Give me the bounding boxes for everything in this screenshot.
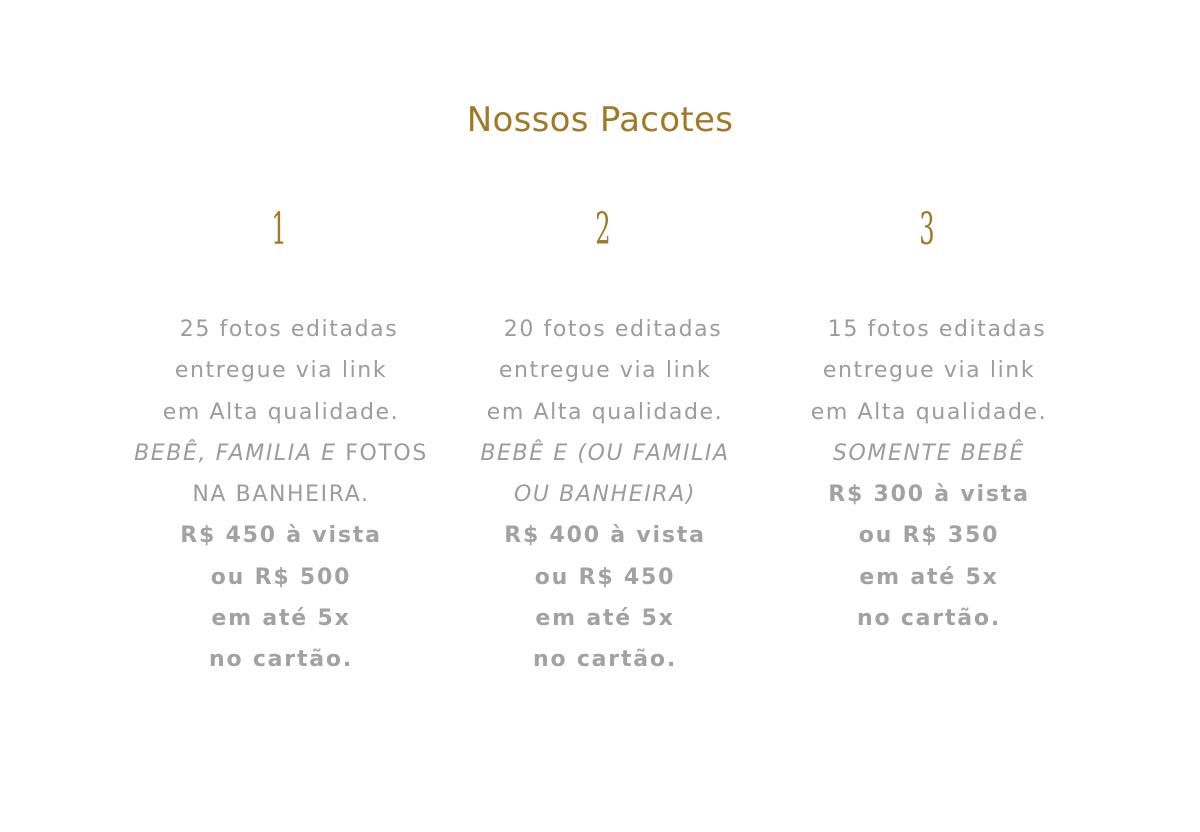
- package-3-photo-count: 15 fotos editadas: [827, 317, 1047, 342]
- package-2-quality: em Alta qualidade.: [486, 399, 724, 425]
- package-2-price-cash: R$ 400 à vista: [504, 523, 706, 549]
- package-3: [759, 309, 1099, 639]
- package-2-price-card: ou R$ 450: [534, 564, 676, 590]
- package-1-subjects-line2: NA BANHEIRA.: [192, 482, 370, 508]
- package-1-card-note: no cartão.: [208, 647, 353, 673]
- package-2-subjects: BEBÊ E (OU FAMILIA: [480, 440, 730, 466]
- package-1-subjects-normal: FOTOS: [336, 440, 428, 466]
- package-number-2: 2: [595, 204, 611, 255]
- package-1-photo-count: 25 fotos editadas: [179, 317, 399, 342]
- package-3-price-card: ou R$ 350: [858, 523, 1000, 549]
- package-3-installments: em até 5x: [859, 564, 999, 590]
- package-2-delivery: entregue via link: [498, 358, 712, 384]
- package-2-photo-count: 20 fotos editadas: [503, 317, 723, 342]
- package-3-price-cash: R$ 300 à vista: [828, 482, 1030, 508]
- package-1-delivery: entregue via link: [174, 358, 388, 384]
- package-1-subjects-italic: BEBÊ, FAMILIA E: [134, 440, 337, 466]
- package-1-subjects: [111, 433, 451, 474]
- package-1-price-cash: R$ 450 à vista: [180, 523, 382, 549]
- package-1-price-card: ou R$ 500: [210, 564, 352, 590]
- package-2: [435, 309, 775, 681]
- package-1: [111, 309, 451, 681]
- package-2-subjects-line2: OU BANHEIRA): [513, 482, 697, 508]
- page-title: Nossos Pacotes: [466, 100, 734, 140]
- package-3-quality: em Alta qualidade.: [810, 399, 1048, 425]
- package-3-delivery: entregue via link: [822, 358, 1036, 384]
- package-3-subjects: SOMENTE BEBÊ: [832, 440, 1026, 466]
- package-number-1: 1: [271, 204, 287, 255]
- package-3-card-note: no cartão.: [856, 606, 1001, 632]
- package-number-3: 3: [919, 204, 935, 255]
- package-2-card-note: no cartão.: [532, 647, 677, 673]
- package-1-quality: em Alta qualidade.: [162, 399, 400, 425]
- package-1-installments: em até 5x: [211, 606, 351, 632]
- package-2-installments: em até 5x: [535, 606, 675, 632]
